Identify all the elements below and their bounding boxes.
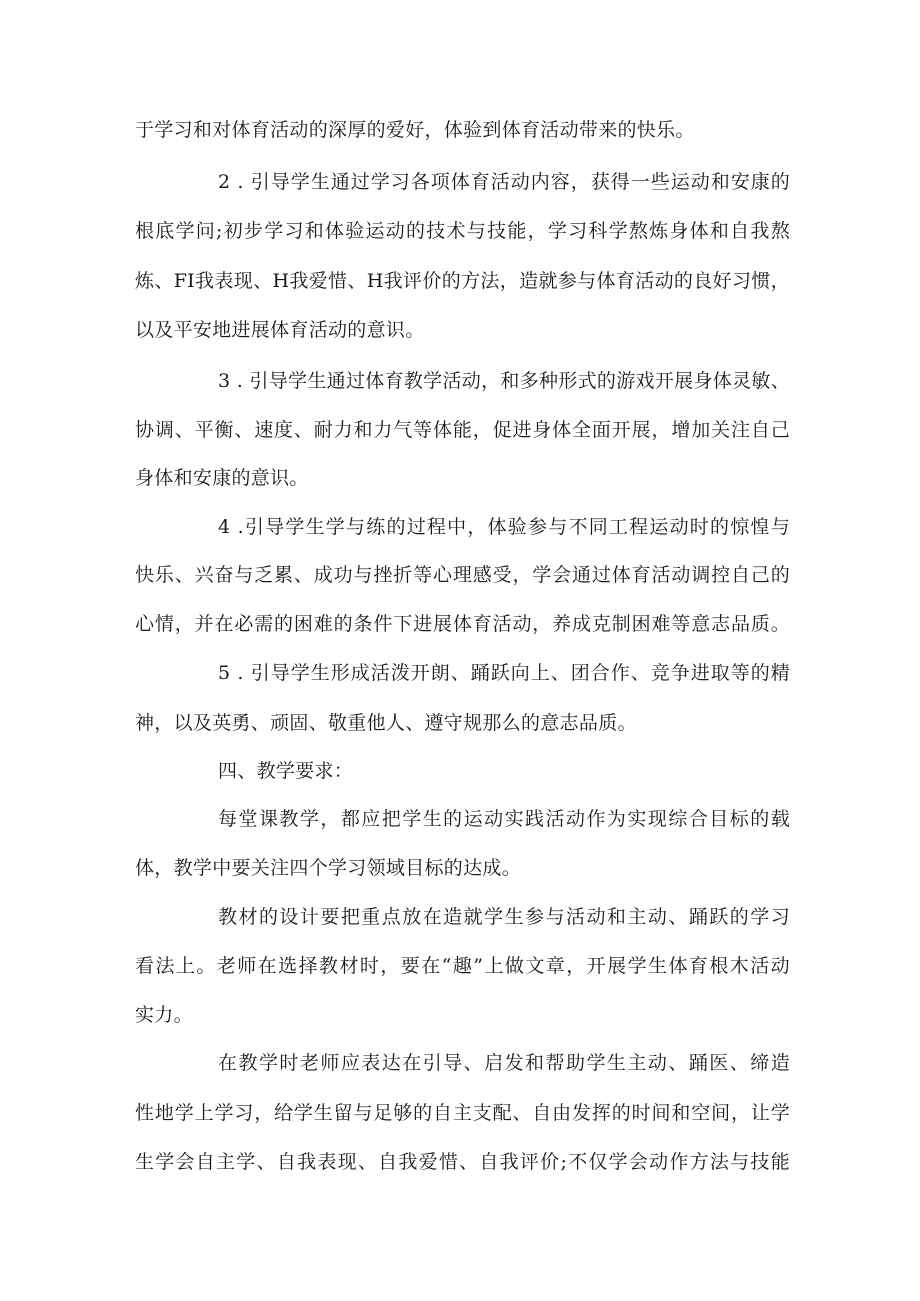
text-line-13: 神，以及英勇、顽固、敬重他人、遵守规那么的意志品质。 (135, 712, 637, 734)
text-line-11: 心情，并在必需的困难的条件下进展体育活动，养成克制困难等意志品质。 (135, 613, 790, 635)
text-line-10: 快乐、兴奋与乏累、成功与挫折等心理感受，学会通过体育活动调控自己的 (135, 564, 790, 586)
text-line-22: 生学会自主学、自我表现、自我爱惜、自我评价;不仅学会动作方法与技能 (135, 1151, 790, 1173)
text-line-5: 以及平安地进展体育活动的意识。 (135, 319, 425, 341)
text-line-20: 在教学时老师应表达在引导、启发和帮助学生主动、踊医、缔造 (218, 1052, 790, 1074)
text-line-8: 身体和安康的意识。 (135, 467, 309, 489)
text-line-3: 根底学问;初步学习和体验运动的技术与技能，学习科学熬炼身体和自我熬 (135, 220, 790, 242)
text-line-12: 5 . 引导学生形成活泼开朗、踊跃向上、团合作、竞争进取等的精 (218, 662, 790, 684)
text-line-1: 于学习和对体育活动的深厚的爱好，体验到体育活动带来的快乐。 (135, 119, 695, 141)
text-line-6: 3 . 引导学生通过体育教学活动，和多种形式的游戏开展身体灵敏、 (218, 370, 790, 392)
text-line-2: 2 . 引导学生通过学习各项体育活动内容，获得一些运动和安康的 (218, 171, 790, 193)
text-line-4: 炼、FI我表现、H我爱惜、H我评价的方法，造就参与体育活动的良好习惯， (135, 270, 790, 292)
text-line-9: 4 .引导学生学与练的过程中，体验参与不同工程运动时的惊惶与 (218, 516, 790, 538)
text-line-7: 协调、平衡、速度、耐力和力气等体能，促进身体全面开展，增加关注自己 (135, 419, 790, 441)
text-line-18: 看法上。老师在选择教材时，要在“趣”上做文章，开展学生体育根木活动 (135, 955, 790, 977)
text-line-19: 实力。 (135, 1004, 193, 1026)
text-line-21: 性地学上学习，给学生留与足够的自主支配、自由发挥的时间和空间，让学 (135, 1102, 790, 1124)
text-line-15: 每堂课教学，都应把学生的运动实践活动作为实现综合目标的载 (218, 808, 790, 830)
text-line-17: 教材的设计要把重点放在造就学生参与活动和主动、踊跃的学习 (218, 906, 790, 928)
section-heading: 四、教学要求： (218, 760, 354, 782)
text-line-16: 体，教学中要关注四个学习领域目标的达成。 (135, 857, 522, 879)
